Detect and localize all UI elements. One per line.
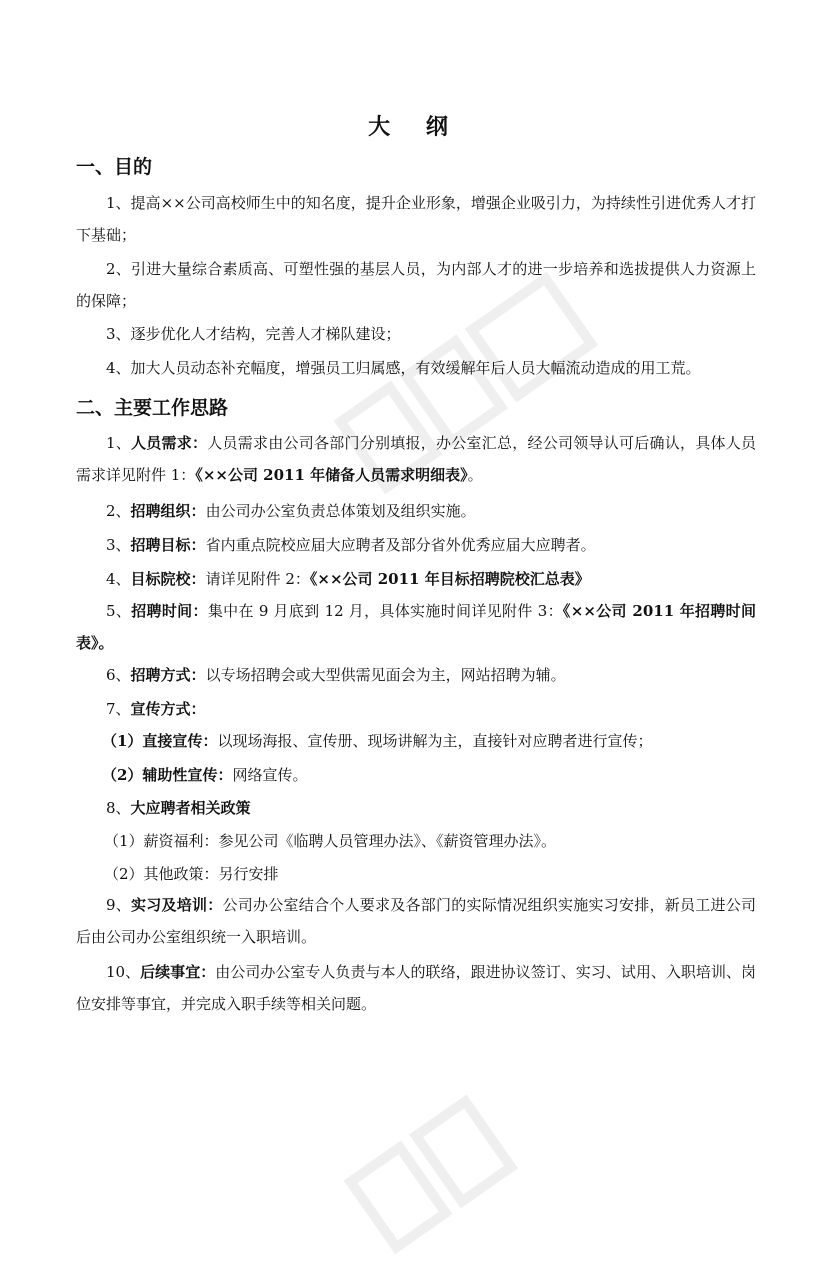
- purpose-item-1: 1、提高××公司高校师生中的知名度，提升企业形象，增强企业吸引力，为持续性引进优秀人才打下基础；: [76, 194, 756, 244]
- purpose-item-4: 4、加大人员动态补充幅度，增强员工归属感，有效缓解年后人员大幅流动造成的用工荒。: [106, 359, 701, 377]
- watermark-logo-icon: [331, 1011, 629, 1269]
- idea-item-8-sub-2: （2）其他政策：另行安排: [104, 865, 279, 883]
- section-heading-ideas: 二、主要工作思路: [76, 397, 229, 419]
- idea-item-7: 7、宣传方式：: [106, 700, 206, 718]
- idea-item-7-sub-1: （1）直接宣传：以现场海报、宣传册、现场讲解为主，直接针对应聘者进行宣传；: [102, 732, 653, 750]
- page-title: 大 纲: [368, 115, 462, 140]
- idea-item-9: 9、实习及培训：公司办公室结合个人要求及各部门的实际情况组织实施实习安排，新员工进公司后由公司办公室组织统一入职培训。: [76, 896, 756, 946]
- idea-item-8: 8、大应聘者相关政策: [106, 799, 251, 817]
- idea-item-6: 6、招聘方式：以专场招聘会或大型供需见面会为主，网站招聘为辅。: [106, 666, 566, 684]
- idea-item-7-sub-2: （2）辅助性宣传：网络宣传。: [102, 766, 308, 784]
- idea-item-5: 5、招聘时间：集中在 9 月底到 12 月，具体实施时间详见附件 3：《××公司 2011 年招聘时间表》。: [76, 602, 756, 652]
- idea-item-4: 4、目标院校：请详见附件 2：《××公司 2011 年目标招聘院校汇总表》: [106, 570, 590, 588]
- purpose-item-2: 2、引进大量综合素质高、可塑性强的基层人员，为内部人才的进一步培养和选拔提供人力资源上的保障；: [76, 260, 756, 310]
- idea-item-1: 1、人员需求：人员需求由公司各部门分别填报，办公室汇总，经公司领导认可后确认，具体人员需求详见附件 1：《××公司 2011 年储备人员需求明细表》。: [76, 434, 756, 484]
- idea-item-8-sub-1: （1）薪资福利：参见公司《临聘人员管理办法》、《薪资管理办法》。: [104, 832, 557, 850]
- section-heading-purpose: 一、目的: [76, 156, 153, 178]
- idea-item-3: 3、招聘目标：省内重点院校应届大应聘者及部分省外优秀应届大应聘者。: [106, 536, 596, 554]
- idea-item-2: 2、招聘组织：由公司办公室负责总体策划及组织实施。: [106, 502, 476, 520]
- purpose-item-3: 3、逐步优化人才结构，完善人才梯队建设；: [106, 325, 401, 343]
- idea-item-10: 10、后续事宜：由公司办公室专人负责与本人的联络，跟进协议签订、实习、试用、入职培训、岗位安排等事宜，并完成入职手续等相关问题。: [76, 963, 756, 1013]
